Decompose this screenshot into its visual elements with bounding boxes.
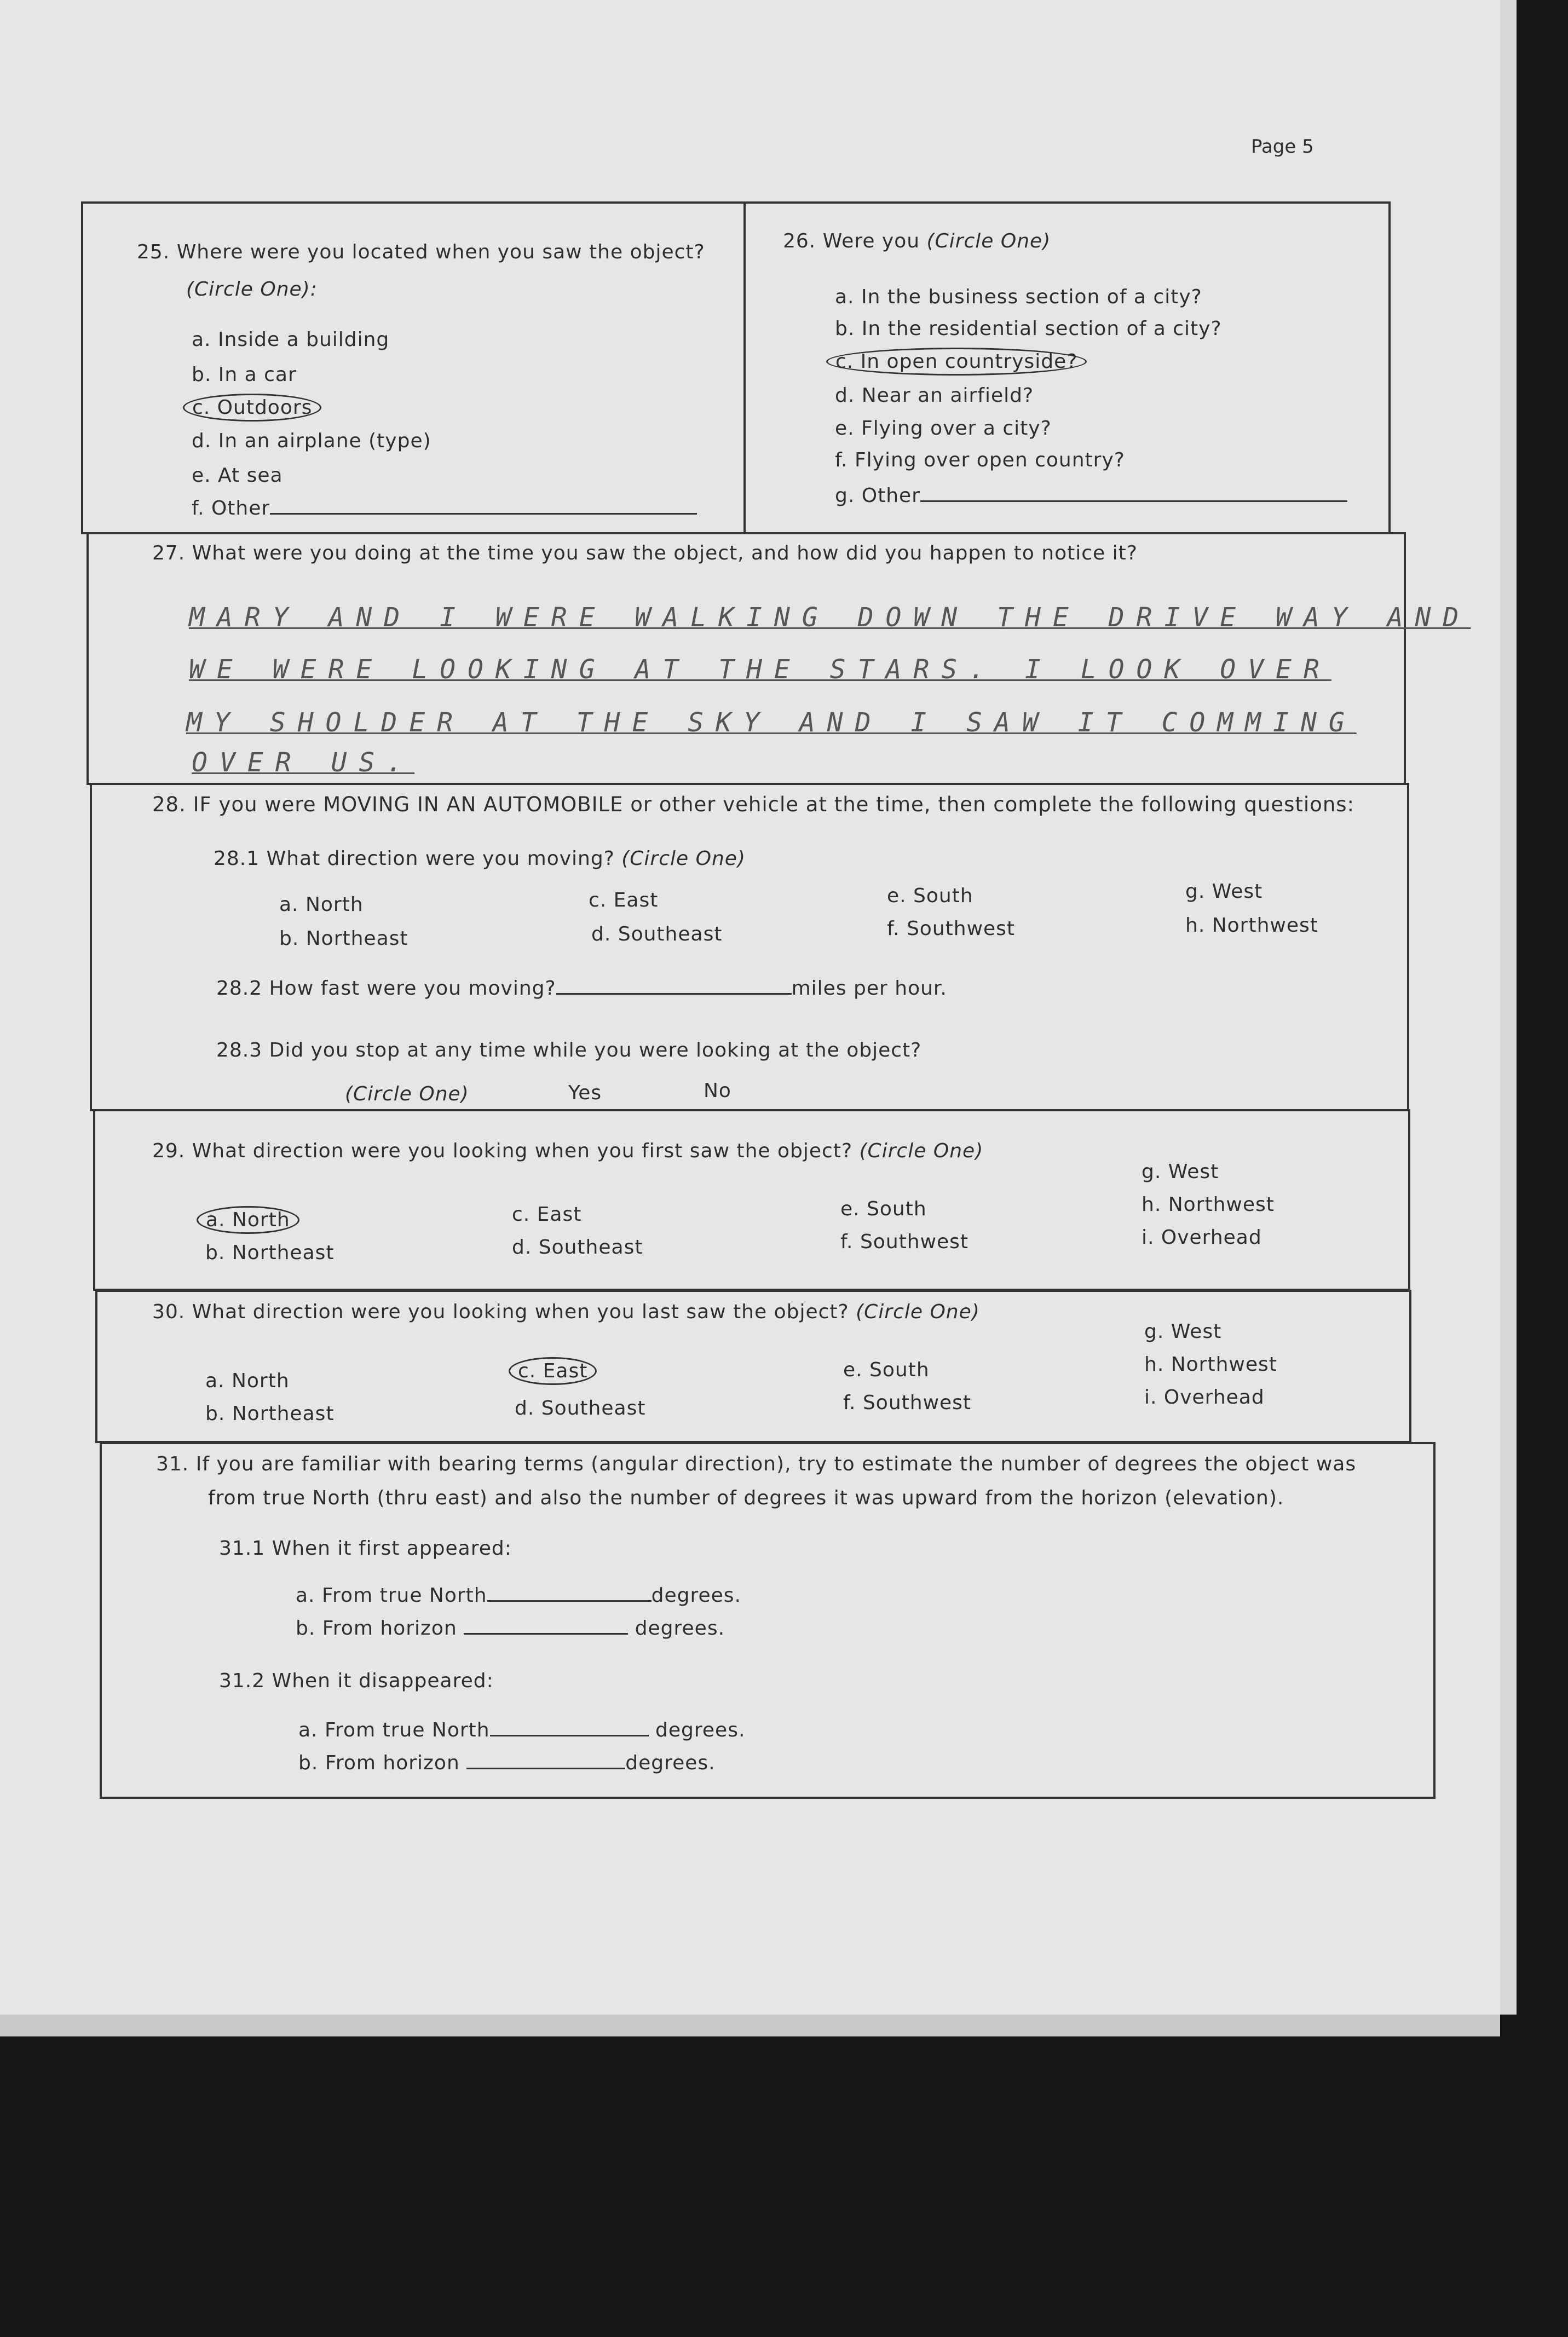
q26-other-blank[interactable]	[920, 500, 1347, 502]
q27-answer-line-3: MY SHOLDER AT THE SKY AND I SAW IT COMMING	[186, 707, 1357, 738]
q28-1-question	[214, 847, 746, 870]
q30-option-b[interactable]: b. Northeast	[205, 1403, 335, 1425]
q28-option-c[interactable]: c. East	[589, 889, 659, 911]
q25-option-d[interactable]: d. In an airplane (type)	[192, 430, 431, 452]
q31-2-label: 31.2 When it disappeared:	[219, 1670, 494, 1692]
q30-option-f[interactable]: f. Southwest	[843, 1392, 972, 1414]
q30-option-d[interactable]: d. Southeast	[515, 1397, 646, 1419]
q30-option-e[interactable]: e. South	[843, 1359, 930, 1381]
q28-option-a[interactable]: a. North	[279, 893, 364, 916]
q28-3-question: 28.3 Did you stop at any time while you were looking at the object?	[216, 1039, 922, 1061]
q30-option-i[interactable]: i. Overhead	[1144, 1386, 1265, 1409]
q29-question	[152, 1140, 983, 1162]
q31-1-north	[296, 1584, 741, 1607]
q26-option-g-label: g. Other	[835, 484, 920, 507]
q28-2-speed-blank[interactable]	[556, 993, 792, 995]
q31-1-north-unit: degrees.	[651, 1584, 741, 1607]
q26-option-c[interactable]	[835, 350, 1087, 373]
q28-1-text: 28.1 What direction were you moving?	[214, 847, 615, 870]
q31-question-line-2: from true North (thru east) and also the number of degrees it was upward from the horizon (elevation).	[208, 1487, 1284, 1509]
q28-option-e[interactable]: e. South	[887, 885, 973, 907]
q29-option-d[interactable]: d. Southeast	[512, 1236, 643, 1259]
q28-3-yes[interactable]: Yes	[568, 1082, 602, 1104]
q25-option-a[interactable]: a. Inside a building	[192, 328, 390, 351]
q31-1-north-label: a. From true North	[296, 1584, 487, 1607]
q30-circled-answer: c. East	[509, 1357, 597, 1385]
q25-question: 25. Where were you located when you saw the object?	[137, 241, 705, 263]
q31-2-horizon-label: b. From horizon	[298, 1752, 460, 1774]
q29-option-e[interactable]: e. South	[840, 1198, 927, 1220]
q31-2-horizon-unit: degrees.	[625, 1752, 716, 1774]
q25-instruction: (Circle One):	[186, 278, 318, 301]
q26-question	[783, 230, 1051, 252]
q31-2-north-blank[interactable]	[490, 1735, 649, 1736]
q26-option-a[interactable]: a. In the business section of a city?	[835, 286, 1202, 308]
q27-question: 27. What were you doing at the time you saw the object, and how did you happen to notice it?	[152, 542, 1138, 564]
q31-1-horizon-unit: degrees.	[635, 1617, 725, 1640]
q29-option-f[interactable]: f. Southwest	[840, 1231, 969, 1253]
q31-1-horizon	[296, 1617, 725, 1640]
q29-option-b[interactable]: b. Northeast	[205, 1242, 335, 1264]
q25-circled-answer: c. Outdoors	[183, 394, 321, 422]
q27-answer-line-4: OVER US.	[192, 747, 415, 778]
q28-2-text: 28.2 How fast were you moving?	[216, 977, 556, 1000]
q25-option-f-label: f. Other	[192, 497, 270, 520]
q26-circled-answer: c. In open countryside?	[826, 348, 1087, 376]
q28-option-g[interactable]: g. West	[1185, 880, 1263, 903]
q29-option-c[interactable]: c. East	[512, 1203, 582, 1226]
q28-2-unit: miles per hour.	[791, 977, 947, 1000]
q28-2-question	[216, 977, 947, 1000]
q31-1-horizon-label: b. From horizon	[296, 1617, 457, 1640]
q30-option-g[interactable]: g. West	[1144, 1320, 1222, 1343]
q28-3-no[interactable]: No	[704, 1080, 731, 1102]
q29-circled-answer: a. North	[197, 1206, 299, 1234]
q25-other-blank[interactable]	[270, 513, 697, 515]
page-number: Page 5	[1251, 136, 1314, 158]
q28-1-instruction: (Circle One)	[621, 847, 746, 870]
q29-question-text: 29. What direction were you looking when you first saw the object?	[152, 1140, 853, 1162]
q25-option-b[interactable]: b. In a car	[192, 363, 297, 386]
q31-1-horizon-blank[interactable]	[464, 1633, 628, 1635]
q28-3-instruction: (Circle One)	[345, 1083, 469, 1105]
q29-instruction: (Circle One)	[859, 1140, 984, 1162]
q31-1-label: 31.1 When it first appeared:	[219, 1537, 512, 1560]
q26-option-d[interactable]: d. Near an airfield?	[835, 384, 1034, 407]
q26-option-b[interactable]: b. In the residential section of a city?	[835, 318, 1222, 340]
q25-option-f[interactable]	[192, 497, 697, 520]
q29-option-h[interactable]: h. Northwest	[1142, 1193, 1275, 1216]
q30-question	[152, 1301, 980, 1323]
q30-option-c[interactable]	[517, 1360, 597, 1382]
q31-2-horizon-blank[interactable]	[466, 1768, 625, 1769]
q28-option-f[interactable]: f. Southwest	[887, 918, 1016, 940]
q28-question: 28. IF you were MOVING IN AN AUTOMOBILE or other vehicle at the time, then complete the following questions:	[152, 793, 1355, 816]
q25-q26-divider	[743, 201, 746, 534]
q25-option-c[interactable]	[192, 396, 321, 419]
q26-option-f[interactable]: f. Flying over open country?	[835, 449, 1125, 471]
q28-option-b[interactable]: b. Northeast	[279, 927, 408, 950]
q30-instruction: (Circle One)	[856, 1301, 980, 1323]
q31-question-line-1: 31. If you are familiar with bearing terms (angular direction), try to estimate the number of degrees the object was	[156, 1453, 1357, 1475]
q30-option-h[interactable]: h. Northwest	[1144, 1353, 1277, 1376]
q26-instruction: (Circle One)	[926, 230, 1051, 252]
q31-1-north-blank[interactable]	[487, 1600, 652, 1602]
q26-option-g[interactable]	[835, 484, 1347, 507]
q31-2-horizon	[298, 1752, 716, 1774]
q28-option-d[interactable]: d. Southeast	[591, 923, 723, 945]
q31-2-north-label: a. From true North	[298, 1719, 490, 1741]
q27-answer-line-2: WE WERE LOOKING AT THE STARS. I LOOK OVER	[189, 654, 1331, 685]
q25-option-e[interactable]: e. At sea	[192, 464, 283, 487]
q31-2-north	[298, 1719, 745, 1741]
q27-answer-line-1: MARY AND I WERE WALKING DOWN THE DRIVE WAY AND	[189, 602, 1471, 633]
q29-option-i[interactable]: i. Overhead	[1142, 1226, 1262, 1249]
q29-option-a[interactable]	[205, 1209, 299, 1231]
q29-option-g[interactable]: g. West	[1142, 1161, 1219, 1183]
q31-2-north-unit: degrees.	[655, 1719, 746, 1741]
q30-question-text: 30. What direction were you looking when you last saw the object?	[152, 1301, 849, 1323]
q30-option-a[interactable]: a. North	[205, 1370, 290, 1392]
q28-option-h[interactable]: h. Northwest	[1185, 914, 1318, 937]
q26-option-e[interactable]: e. Flying over a city?	[835, 417, 1052, 440]
q26-question-text: 26. Were you	[783, 230, 920, 252]
